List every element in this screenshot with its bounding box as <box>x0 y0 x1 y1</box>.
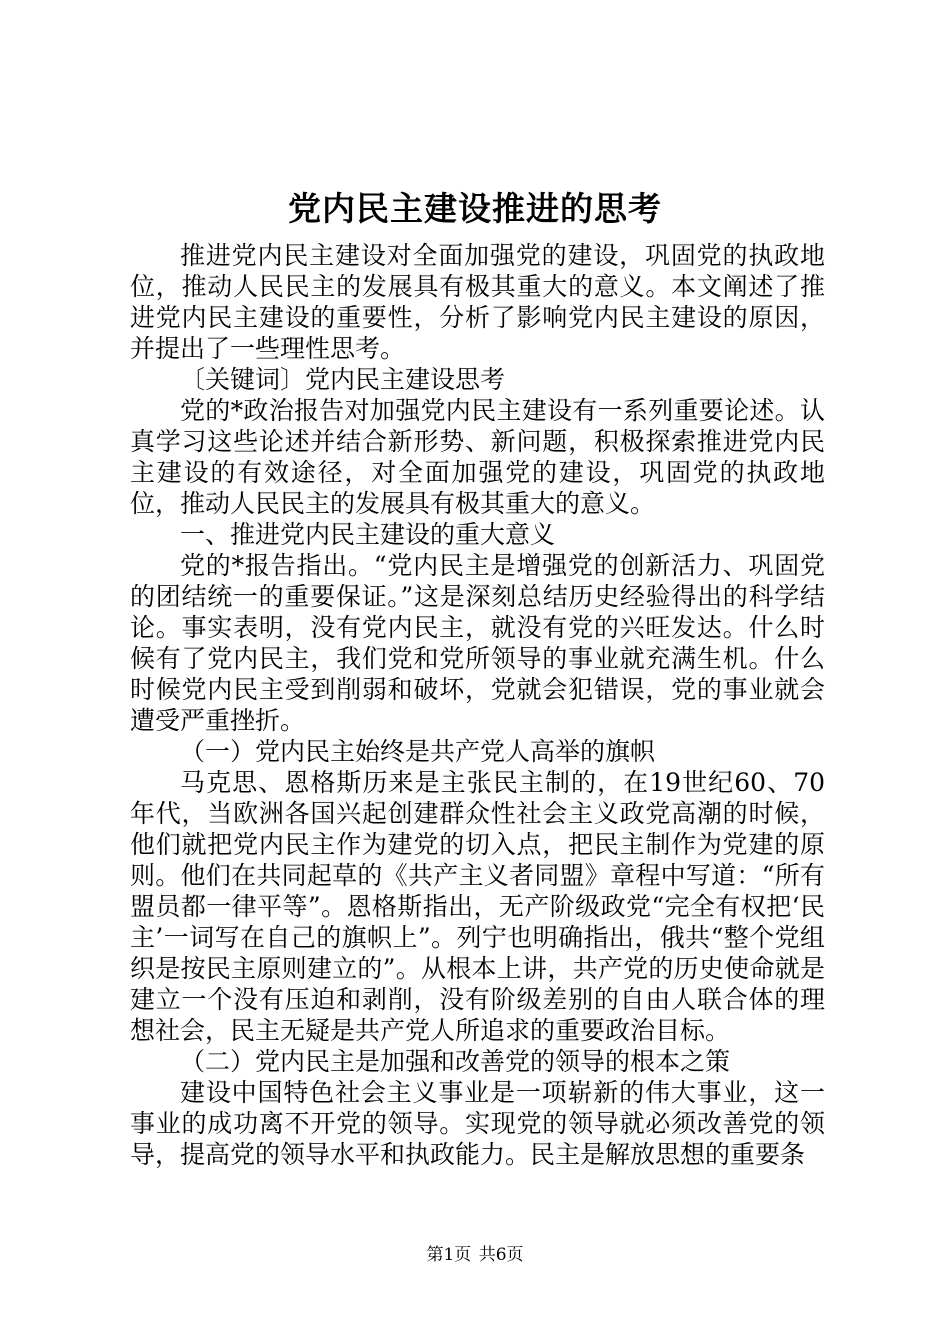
section-1-paragraph: 党的*报告指出。“党内民主是增强党的创新活力、巩固党的团结统一的重要保证。”这是深刻总结历史经验得出的科学结论。事实表明，没有党内民主，就没有党的兴旺发达。什么时候有了党内民主，我们党和党所领导的事业就充满生机。什么时候党内民主受到削弱和破坏，党就会犯错误，党的事业就会遭受严重挫折。 <box>130 551 825 735</box>
abstract-paragraph: 推进党内民主建设对全面加强党的建设，巩固党的执政地位，推动人民民主的发展具有极其重大的意义。本文阐述了推进党内民主建设的重要性，分析了影响党内民主建设的原因，并提出了一些理性思考。 <box>130 241 825 363</box>
keywords-line: 〔关键词〕党内民主建设思考 <box>180 365 506 394</box>
document-body <box>130 240 825 1170</box>
subsection-heading-2: （二）党内民主是加强和改善党的领导的根本之策 <box>180 1047 731 1076</box>
subsection-heading-1: （一）党内民主始终是共产党人高举的旗帜 <box>180 737 656 766</box>
document-title: 党内民主建设推进的思考 <box>288 189 662 228</box>
subsection-2-paragraph: 建设中国特色社会主义事业是一项崭新的伟大事业，这一事业的成功离不开党的领导。实现党的领导就必须改善党的领导，提高党的领导水平和执政能力。民主是解放思想的重要条 <box>130 1078 825 1169</box>
subsection-1-paragraph: 马克思、恩格斯历来是主张民主制的，在19世纪60、70年代，当欧洲各国兴起创建群众性社会主义政党高潮的时候，他们就把党内民主作为建党的切入点，把民主制作为党建的原则。他们在共同起草的《共产主义者同盟》章程中写道：“所有盟员都一律平等”。恩格斯指出，无产阶级政党“完全有权把‘民主’一词写在自己的旗帜上”。列宁也明确指出，俄共“整个党组织是按民主原则建立的”。从根本上讲，共产党的历史使命就是建立一个没有压迫和剥削，没有阶级差别的自由人联合体的理想社会，民主无疑是共产党人所追求的重要政治目标。 <box>130 768 825 1045</box>
section-heading-1: 一、推进党内民主建设的重大意义 <box>180 520 556 549</box>
page-number-footer: 第1页 共6页 <box>426 1245 524 1265</box>
intro-paragraph: 党的*政治报告对加强党内民主建设有一系列重要论述。认真学习这些论述并结合新形势、新问题，积极探索推进党内民主建设的有效途径，对全面加强党的建设，巩固党的执政地位，推动人民民主的发展具有极其重大的意义。 <box>130 396 825 518</box>
